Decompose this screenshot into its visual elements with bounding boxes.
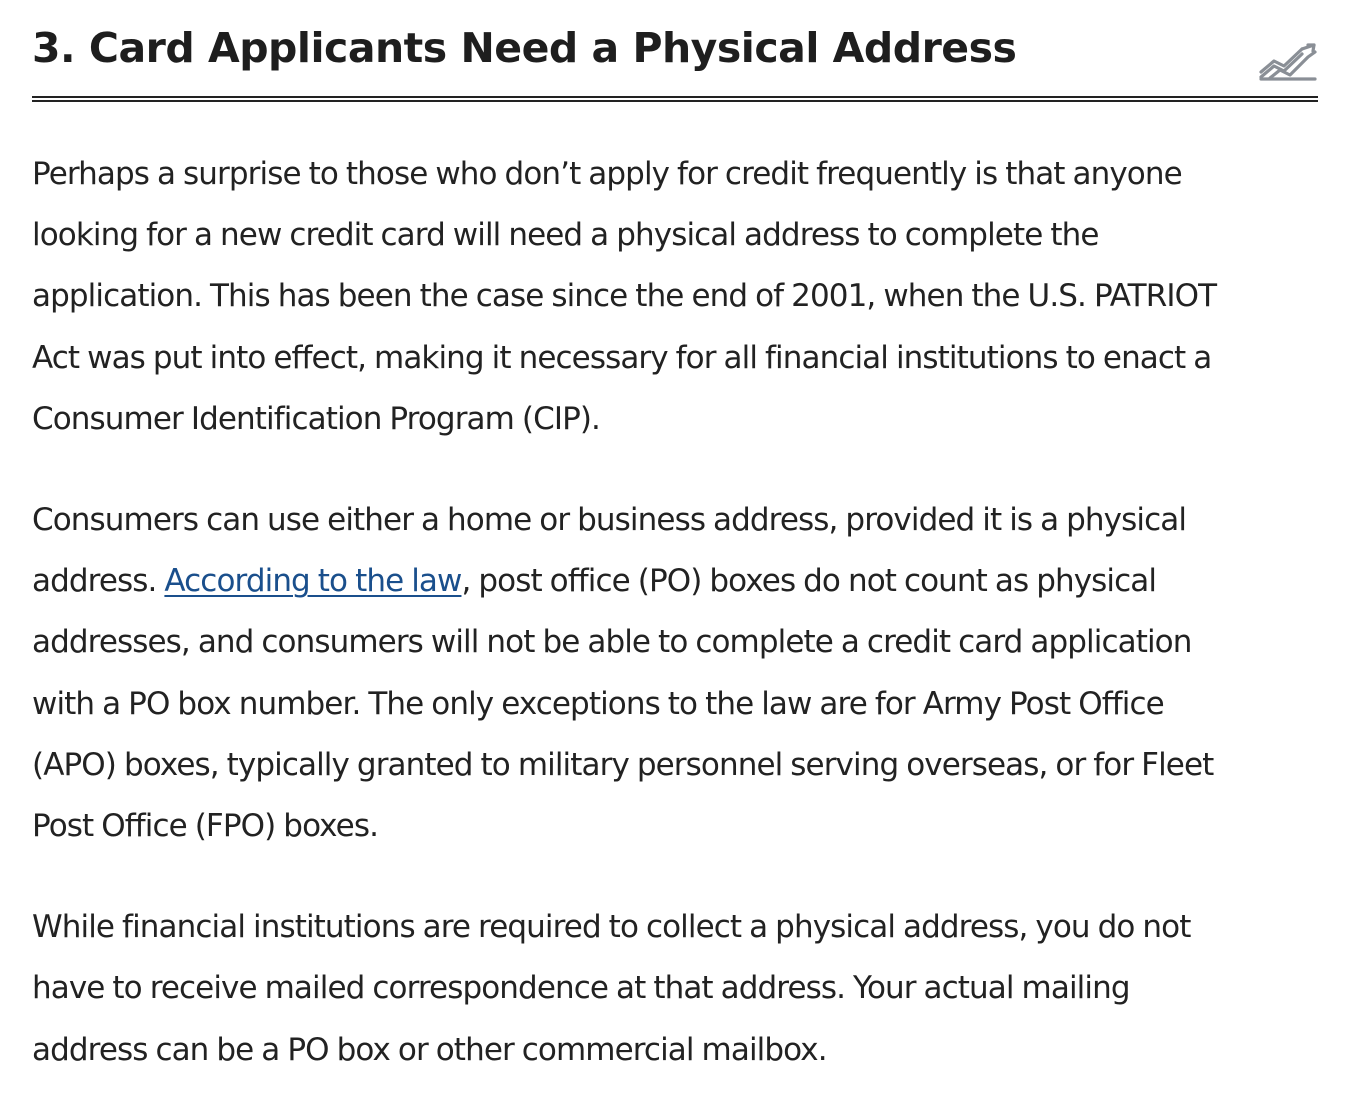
section-header [32,0,1318,76]
paragraph-line: with a PO box number. The only exceptions to the law are for Army Post Office [32,685,1164,722]
paragraph-mailing-address [32,897,1318,1081]
according-to-the-law-link[interactable]: According to the law [164,563,462,600]
paragraph-po-boxes [32,490,1318,857]
paragraph-text: address. [32,563,165,600]
section-heading: 3. Card Applicants Need a Physical Address [32,24,1017,72]
paragraph-line: have to receive mailed correspondence at that address. Your actual mailing [32,970,1130,1007]
paragraph-line: Post Office (FPO) boxes. [32,808,379,845]
paragraph-line: (APO) boxes, typically granted to military personnel serving overseas, or for Fleet [32,746,1214,783]
article-body [32,144,1318,1081]
paragraph-line: address can be a PO box or other commercial mailbox. [32,1031,827,1068]
paragraph-line: Act was put into effect, making it necessary for all financial institutions to enact a [32,339,1212,376]
section-divider [32,96,1318,102]
paragraph-text: , post office (PO) boxes do not count as physical [461,563,1157,600]
paragraph-line: Perhaps a surprise to those who don’t apply for credit frequently is that anyone [32,156,1182,192]
paragraph-line: Consumers can use either a home or business address, provided it is a physical [32,502,1187,539]
paragraph-line: While financial institutions are required to collect a physical address, you do not [32,909,1191,946]
paragraph-line: application. This has been the case since the end of 2001, when the U.S. PATRIOT [32,278,1217,315]
paragraph-cip [32,144,1318,450]
paragraph-line: addresses, and consumers will not be able to complete a credit card application [32,624,1192,661]
paragraph-line: looking for a new credit card will need a physical address to complete the [32,217,1099,254]
paragraph-line: Consumer Identification Program (CIP). [32,400,601,437]
trending-chart-icon [1258,42,1318,82]
